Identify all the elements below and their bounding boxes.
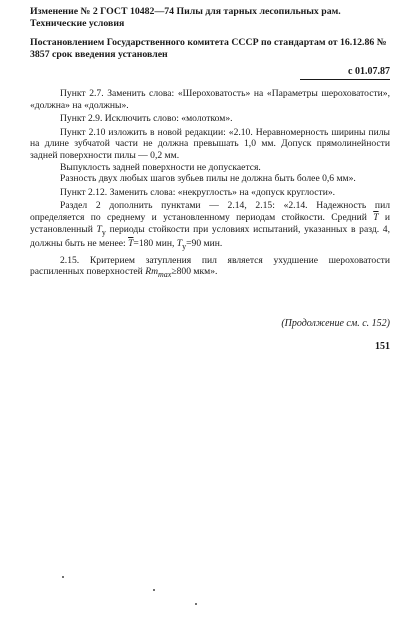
scan-speck	[195, 603, 197, 605]
text-run: =90 мин.	[186, 238, 223, 250]
paragraph-2-10: Пункт 2.10 изложить в новой редакции: «2.10. Неравномерность ширины пилы на длине зубчатой части не должна превышать 1,0 мм. Допуск прямолинейности задней поверхности пилы — 0,2 мм.	[30, 126, 390, 161]
scan-speck	[153, 589, 155, 591]
continuation-note: (Продолжение см. с. 152)	[281, 318, 390, 329]
subscript: у	[182, 241, 187, 251]
roughness-symbol: Rm	[145, 266, 159, 278]
paragraph-2-15	[30, 255, 390, 281]
mean-durability-symbol: $\overline{T}$	[373, 211, 379, 223]
paragraph-2-7: Пункт 2.7. Заменить слова: «Шероховатость» на «Параметры шероховатости», «должна» на «должны».	[30, 88, 390, 111]
amendment-title: Изменение № 2 ГОСТ 10482—74 Пилы для тарных лесопильных рам. Технические условия	[30, 6, 341, 29]
text-run: периоды стойкости при условиях испытаний, указанных в разд. 4, должны быть не менее:	[30, 223, 390, 250]
set-durability-symbol: T	[176, 238, 183, 250]
paragraph-2-12: Пункт 2.12. Заменить слова: «некруглость» на «допуск круглости».	[60, 186, 336, 198]
paragraph-tooth-pitch: Разность двух любых шагов зубьев пилы не должна быть более 0,6 мм».	[60, 173, 356, 185]
document-header	[30, 6, 390, 60]
text-run: Раздел 2 дополнить пунктами — 2.14, 2.15: «2.14. Надежность пил определяется по среднему и установленному периодам стойкости. Средний	[30, 200, 390, 223]
scan-speck	[62, 576, 64, 578]
paragraph-2-14	[30, 200, 390, 252]
decree-text: Постановлением Государственного комитета СССР по стандартам от 16.12.86 № 3857 срок введения установлен	[30, 37, 387, 60]
text-run: ≥800 мкм».	[171, 266, 218, 278]
paragraph-convexity: Выпуклость задней поверхности не допускается.	[60, 161, 261, 173]
text-run: 2.15. Критерием затупления пил является ухудшение шероховатости распиленных поверхностей	[30, 254, 390, 278]
subscript: у	[101, 227, 106, 237]
subscript: max	[158, 270, 172, 280]
text-run: и установленный	[30, 211, 390, 235]
set-durability-symbol: T	[96, 223, 102, 235]
mean-durability-symbol: $\overline{T}$	[128, 238, 134, 250]
text-run: =180 мин,	[133, 238, 177, 250]
amendment-body	[30, 88, 390, 281]
page-number: 151	[375, 341, 390, 352]
effective-date: с 01.07.87	[300, 66, 390, 80]
paragraph-2-9: Пункт 2.9. Исключить слово: «молотком».	[60, 113, 233, 125]
